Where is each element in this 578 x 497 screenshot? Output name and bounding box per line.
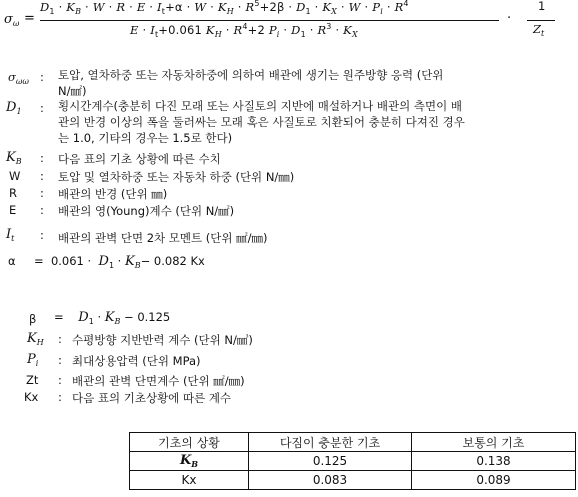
beta-definition: = $D_1 \cdot K_B - 0.125$ [54,310,171,326]
table-cell: 0.125 [249,452,412,471]
d1-colon: : [40,101,44,115]
kh-description: 수평방향 지반반력 계수 (단위 N/㎣) [72,333,253,347]
w-colon: : [40,169,44,183]
zt-colon: : [58,373,62,387]
alpha-symbol: α [8,254,16,268]
kx-description: 다음 표의 기초상황에 따른 계수 [72,391,232,405]
it-colon: : [40,228,44,242]
formula-equals: = [24,11,35,26]
sigma-description: 토압, 열차하중 또는 자동차하중에 의하여 배관에 생기는 원주방향 응력 (단위 N/㎟) [58,68,444,98]
table-row-label: $K_B$ [130,452,249,471]
zt-description: 배관의 관벽 단면계수 (단위 ㎟/㎜) [72,374,245,388]
table-header-row [130,433,576,452]
e-colon: : [40,203,44,217]
table-cell: 0.083 [249,471,412,490]
r-colon: : [40,186,44,200]
it-description: 배관의 관벽 단면 2차 모멘트 (단위 ㎟/㎜) [58,231,268,245]
w-symbol: W [9,169,21,183]
foundation-coefficient-table [129,432,576,490]
r-symbol: R [9,186,17,200]
formula-frac2-bar [527,20,555,21]
formula-frac2-denominator: $Z_t$ [533,22,545,38]
kh-colon: : [58,332,62,346]
d1-description: 횡시간계수(충분히 다진 모래 또는 사질토의 지반에 매설하거나 배관의 측면이 배 관의 반경 이상의 폭을 둘러싸는 모래 혹은 사질토로 치환되어 충분히 다져진 경우 는 1.0, 기타의 경우는 1.5로 한다) [58,99,465,145]
kb-symbol: $K_B$ [6,150,22,166]
kb-colon: : [40,151,44,165]
table-row [130,452,576,471]
kx-symbol: Kx [24,390,39,404]
pi-colon: : [58,353,62,367]
formula-multiply: · [507,11,512,26]
zt-symbol: Zt [26,373,39,387]
table-cell: 0.138 [412,452,576,471]
table-header-cell: 다짐이 충분한 기초 [249,433,412,452]
table-header-cell: 기초의 상황 [130,433,249,452]
sigma-symbol: $\sigma_{\omega\omega}$ [8,70,29,86]
sigma-colon: : [40,70,44,84]
kb-description: 다음 표의 기초 상황에 따른 수치 [58,152,221,166]
table-header-cell: 보통의 기초 [412,433,576,452]
r-description: 배관의 반경 (단위 ㎜) [58,187,168,201]
formula-lhs: $\sigma_\omega$ [4,12,20,28]
d1-symbol: $D_1$ [6,100,22,116]
e-symbol: E [9,203,17,217]
it-symbol: $I_t$ [6,227,15,243]
table-row [130,471,576,490]
pi-symbol: $P_i$ [27,352,39,368]
formula-fraction-bar [40,20,499,21]
formula-frac2-numerator: 1 [538,0,546,13]
table-row-label: Kx [130,471,249,490]
formula-numerator: $D_1 \cdot K_B \cdot W \cdot R \cdot E \cdot I_t+\alpha \cdot W \cdot K_H \cdot R^5+2\beta \cdot D_1 \cdot K_X \cdot W \cdot P_i \cdot R^4$ [40,0,409,16]
beta-symbol: β [29,312,37,326]
alpha-definition: = $0.061 \cdot D_1 \cdot K_B- 0.082$ Kx [34,254,205,270]
e-description: 배관의 영(Young)계수 (단위 N/㎟) [58,204,235,218]
w-description: 토압 및 열차하중 또는 자동차 하중 (단위 N/㎜) [58,170,295,184]
kh-symbol: $K_H$ [27,331,44,347]
kx-colon: : [58,390,62,404]
formula-denominator: $E \cdot I_t+0.061$ $K_H \cdot R^4+2$ $P_i \cdot D_1 \cdot R^3 \cdot K_X$ [130,22,358,39]
table-cell: 0.089 [412,471,576,490]
pi-description: 최대상용압력 (단위 MPa) [72,354,201,368]
